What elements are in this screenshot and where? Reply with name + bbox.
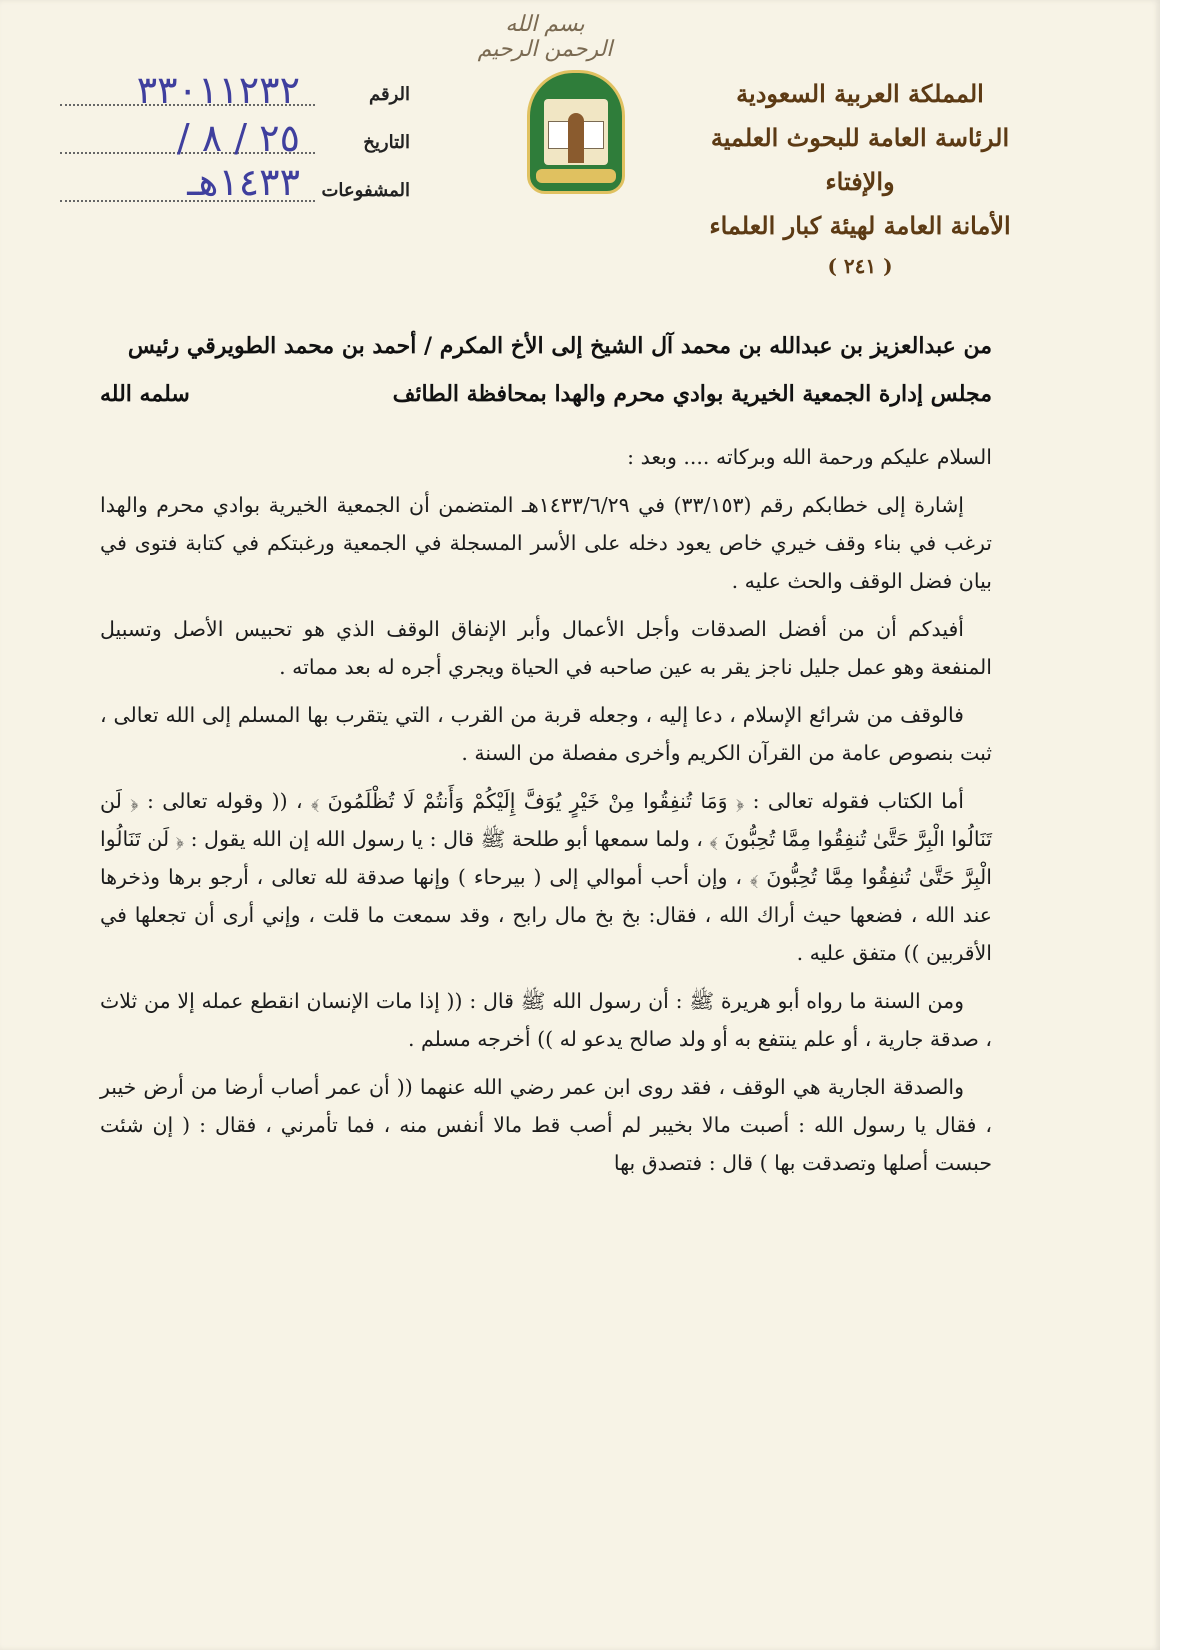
emblem-door-icon [568,113,584,163]
reference-fields [60,70,410,214]
greeting: السلام عليكم ورحمة الله وبركاته .... وبعد : [627,445,992,469]
authority-line-country: المملكة العربية السعودية [736,79,984,108]
authority-line-secretariat: الأمانة العامة لهيئة كبار العلماء [709,211,1011,240]
emblem-book-left-icon [548,121,570,149]
emblem-band [536,169,616,183]
emblem-book-right-icon [582,121,604,149]
bismillah-header: بسم الله الرحمن الرحيم [477,12,613,62]
institution-emblem-icon [527,70,625,194]
paragraph-waqf-definition: أفيدكم أن من أفضل الصدقات وأجل الأعمال وأبر الإنفاق الوقف الذي هو تحبيس الأصل وتسبيل المنفعة وهو عمل جليل ناجز يقر به عين صاحبه في الحياة ويجري أجره له بعد مماته . [100,617,992,679]
number-label: الرقم [368,84,410,105]
paragraph-waqf-legislation: فالوقف من شرائع الإسلام ، دعا إليه ، وجعله قربة من القرب ، التي يتقرب بها المسلم إلى الله تعالى ، ثبت بنصوص عامة من القرآن الكريم وأخرى مفصلة من السنة . [100,703,992,765]
paragraph-quran-evidence: أما الكتاب فقوله تعالى : ﴿ وَمَا تُنفِقُوا مِنْ خَيْرٍ يُوَفَّ إِلَيْكُمْ وَأَنتُمْ لَا تُظْلَمُونَ ﴾ ، (( وقوله تعالى : ﴿ لَن تَنَالُوا الْبِرَّ حَتَّىٰ تُنفِقُوا مِمَّا تُحِبُّونَ ﴾ ، ولما سمعها أبو طلحة ﷺ قال : يا رسول الله إن الله يقول : ﴿ لَن تَنَالُوا الْبِرَّ حَتَّىٰ تُنفِقُوا مِمَّا تُحِبُّونَ ﴾ ، وإن أحب أموالي إلى ( بيرحاء ) وإنها صدقة لله تعالى ، أرجو برها وذخرها عند الله ، فضعها حيث أراك الله ، فقال: بخ بخ مال رابح ، وقد سمعت ما قلت ، وإني أرى أن تجعلها في الأقربين )) متفق عليه . [100,789,992,965]
letter-body [100,438,992,1192]
address-block [100,322,992,418]
paragraph-reference: إشارة إلى خطابكم رقم (٣٣/١٥٣) في ١٤٣٣/٦/٢٩هـ المتضمن أن الجمعية الخيرية بوادي محرم والهدا ترغب في بناء وقف خيري خاص يعود دخله على الأسر المسجلة في الجمعية ورغبتكم في كتابة فتوى في بيان فضل الوقف والحث عليه . [100,493,992,593]
address-line-1: من عبدالعزيز بن عبدالله بن محمد آل الشيخ إلى الأخ المكرم / أحمد بن محمد الطويرقي رئيس [127,333,992,359]
date-label: التاريخ [363,132,410,153]
date-value: ٢٥ / ٨ / ١٤٣٣هـ [176,116,300,204]
paragraph-sunnah-evidence: ومن السنة ما رواه أبو هريرة ﷺ : أن رسول الله ﷺ قال : (( إذا مات الإنسان انقطع عمله إلا من ثلاث ، صدقة جارية ، أو علم ينتفع به أو ولد صالح يدعو له )) أخرجه مسلم . [100,989,992,1051]
attachments-label: المشفوعات [321,180,410,201]
authority-header [680,72,1040,284]
attachments-field [60,166,410,214]
paragraph-ongoing-charity: والصدقة الجارية هي الوقف ، فقد روى ابن عمر رضي الله عنهما (( أن عمر أصاب أرضا من أرض خيبر ، فقال يا رسول الله : أصبت مالا بخيبر لم أصب قط مالا أنفس منه ، فما تأمرني ، فقال : ( إن شئت حبست أصلها وتصدقت بها ) قال : فتصدق بها [100,1075,992,1175]
authority-reference-number: ( ٢٤١ ) [827,254,893,278]
attachments-dotted-line [60,200,315,202]
address-line-2: مجلس إدارة الجمعية الخيرية بوادي محرم والهدا بمحافظة الطائف [392,381,992,407]
authority-line-presidency: الرئاسة العامة للبحوث العلمية والإفتاء [710,123,1010,196]
number-field [60,70,410,118]
number-value: ٣٣٠١١٢٣٢ [136,68,300,112]
address-line-2-row [100,370,992,418]
address-closing: سلمه الله [100,381,190,407]
